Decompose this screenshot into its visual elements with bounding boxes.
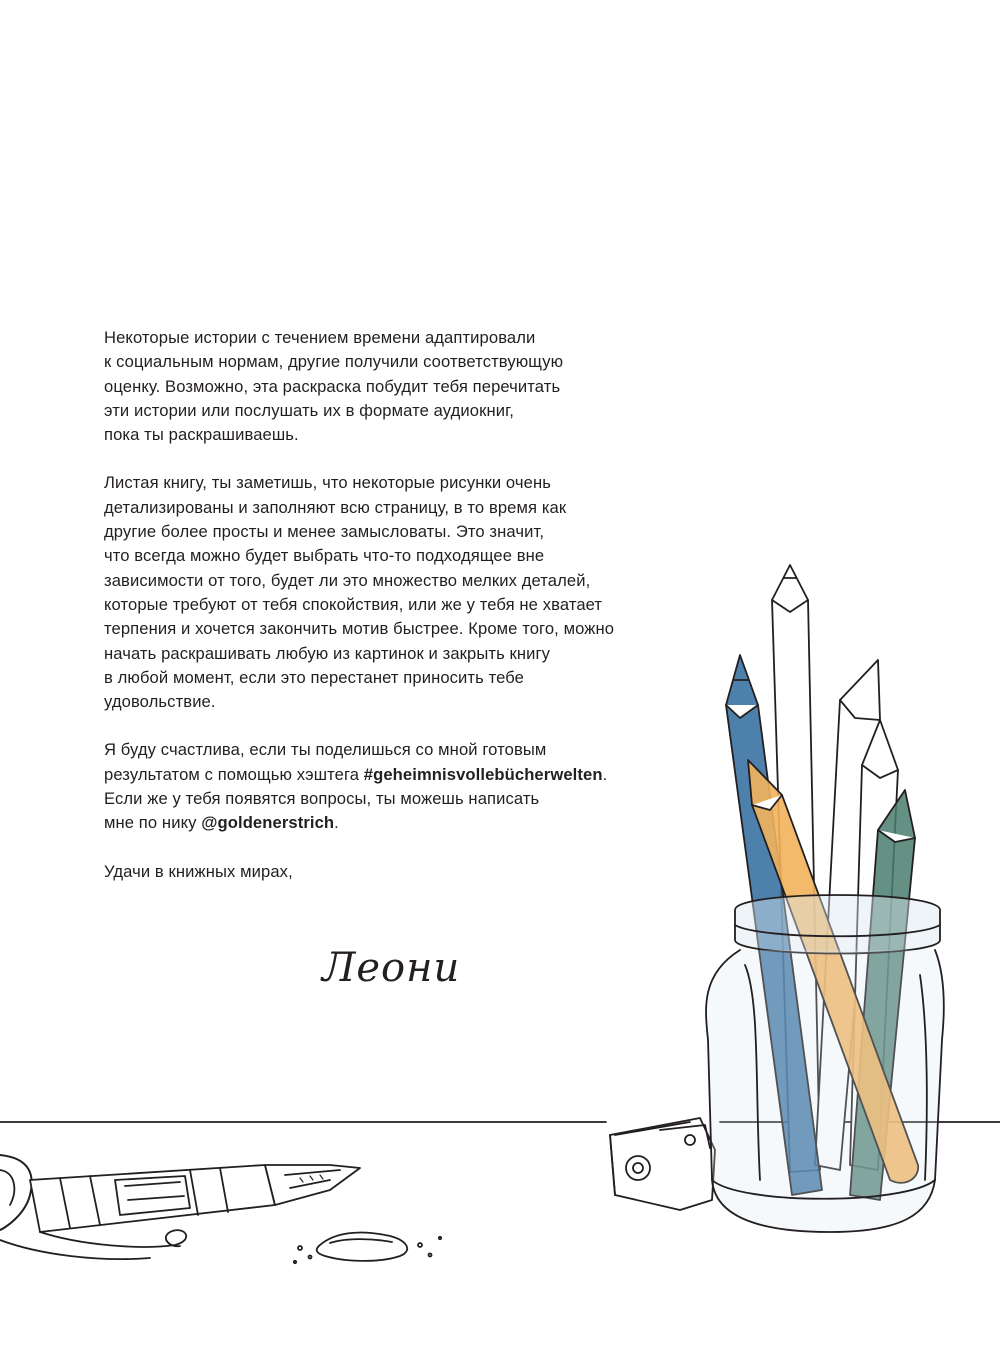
ink-blot-icon (294, 1232, 441, 1263)
text-line: детализированы и заполняют всю страницу, в то время как (104, 497, 567, 517)
text-segment: . (602, 764, 608, 784)
text-line: Листая книгу, ты заметишь, что некоторые рисунки очень (104, 473, 551, 493)
text-line: оценку. Возможно, эта раскраска побудит тебя перечитать (104, 376, 561, 396)
text-line: Если же у тебя появятся вопросы, ты можешь написать (104, 789, 540, 809)
signature: Леони (322, 945, 461, 991)
text-line: Удачи в книжных мирах, (104, 861, 293, 881)
text-line: к социальным нормам, другие получили соответствующую (104, 352, 564, 372)
username-handle: @goldenerstrich (201, 813, 335, 833)
text-line: зависимости от того, будет ли это множество мелких деталей, (104, 570, 591, 590)
text-line: Я буду счастлива, если ты поделишься со мной готовым (104, 740, 547, 760)
text-line: другие более просты и менее замысловаты. Это значит, (104, 522, 545, 542)
text-line: которые требуют от тебя спокойствия, или же у тебя не хватает (104, 594, 603, 614)
text-line: что всегда можно будет выбрать что-то подходящее вне (104, 546, 545, 566)
text-segment: . (334, 813, 339, 833)
text-line: в любой момент, если это перестанет приносить тебе (104, 667, 524, 687)
fountain-pen-icon (0, 1155, 360, 1259)
text-line: удовольствие. (104, 692, 216, 712)
pencil-sharpener-icon (610, 1118, 715, 1210)
text-line: терпения и хочется закончить мотив быстрее. Кроме того, можно (104, 619, 615, 639)
text-line: Некоторые истории с течением времени адаптировали (104, 328, 536, 347)
text-segment: результатом с помощью хэштега (104, 764, 364, 784)
text-line: эти истории или послушать их в формате аудиокниг, (104, 400, 514, 420)
hashtag: #geheimnisvollebücherwelten (363, 764, 603, 784)
text-line: пока ты раскрашиваешь. (104, 425, 299, 445)
glass-jar-icon (706, 895, 944, 1232)
text-segment: мне по нику (104, 813, 202, 833)
text-line: начать раскрашивать любую из картинок и закрыть книгу (104, 643, 551, 663)
